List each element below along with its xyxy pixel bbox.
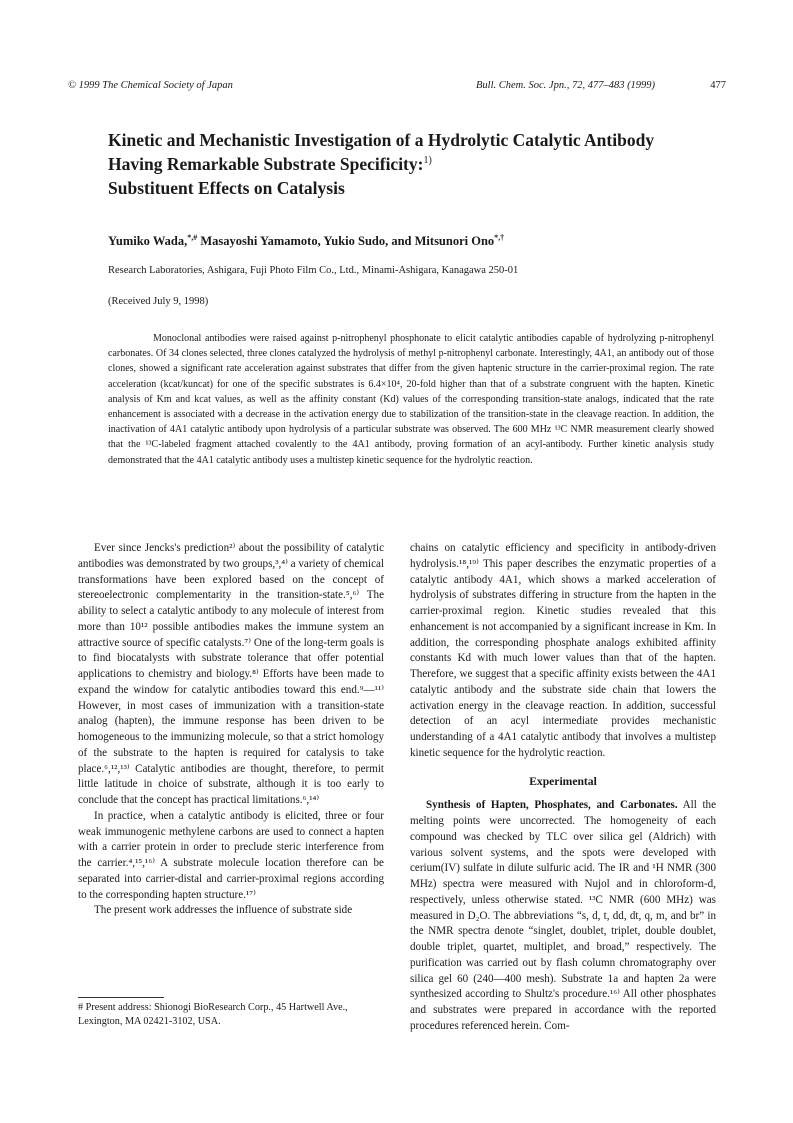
subsection-heading: Synthesis of Hapten, Phosphates, and Carbonates. [426, 799, 678, 812]
section-heading-experimental: Experimental [529, 774, 597, 788]
title-line-3: Substituent Effects on Catalysis [108, 178, 345, 198]
paragraph: The present work addresses the influence of substrate side [94, 904, 353, 917]
copyright-icon: © [68, 80, 76, 91]
title-footnote-ref: 1) [423, 155, 432, 167]
author-others: Masayoshi Yamamoto, Yukio Sudo, and Mitsunori Ono [200, 234, 495, 248]
affiliation: Research Laboratories, Ashigara, Fuji Photo Film Co., Ltd., Minami-Ashigara, Kanagawa 250-01 [108, 265, 519, 276]
author-1: Yumiko Wada, [108, 234, 188, 248]
journal-citation: Bull. Chem. Soc. Jpn., 72, 477–483 (1999) [476, 80, 656, 91]
paragraph: chains on catalytic efficiency and specificity in antibody-driven hydrolysis.¹⁸,¹⁹⁾ This paper describes the enzymatic properties of a catalytic antibody 4A1, which shows a marked acceleration of hydrolysis of substrates differing in structure from the hapten in the carrier-proximal region. Kinetic studies revealed that this enhancement is not accompanied by a significant increase in Km. In addition, the corresponding phosphate analogs exhibited affinity constants Kd with much lower values than that of the hapten. Therefore, we suggest that a specific affinity exists between the 4A1 catalytic antibody and the substrate side chain that lowers the activation energy in the cleavage reaction. In addition, successful detection of an acyl intermediate provides mechanistic understanding of a 4A1 catalytic antibody that involves a multistep kinetic sequence for the hydrolytic reaction. [410, 542, 716, 759]
page-number: 477 [710, 80, 726, 91]
author-1-marks: *,# [187, 232, 198, 242]
title-line-2: Having Remarkable Substrate Specificity:$^{1)}$ [108, 154, 432, 174]
author-list [108, 234, 708, 249]
article-title [108, 128, 748, 200]
paragraph: In practice, when a catalytic antibody is elicited, three or four weak immunogenic methylene carbons are used to connect a hapten with a carrier protein in order to preclude steric interference from the carrier.⁴,¹⁵,¹⁶⁾ A substrate molecule location therefore can be separated into carrier-distal and carrier-proximal regions according to the corresponding hapten structure.¹⁷⁾ [78, 809, 384, 901]
author-others-marks: *,† [494, 232, 505, 242]
running-header [476, 80, 726, 91]
paragraph: Ever since Jencks's prediction²⁾ about the possibility of catalytic antibodies was demonstrated by two groups,³,⁴⁾ a variety of chemical transformations have been explored based on the concept of stereoelectronic complementarity in the transition-state.⁵,⁶⁾ The ability to select a catalytic antibody to any molecule of interest from more than 10¹² possible antibodies makes the immune system an attractive source of specific catalysts.⁷⁾ One of the long-term goals is to find biocatalysts with substrate tolerance that offer potential applications to chemistry and biology.⁸⁾ Efforts have been made to expand the window for catalytic antibodies toward this end.⁹—¹¹⁾ However, in most cases of immunization with a transition-state analog (hapten), the immune response has been driven to be homogeneous to the immunizing molecule, so that a strict homology of the substrate to the hapten is required for catalysis to take place.⁶,¹²,¹³⁾ Catalytic antibodies are thought, therefore, to permit little latitude in choice of substrate, although it is too early to conclude that the concept has practical limitations.⁶,¹⁴⁾ [78, 542, 384, 806]
footnote: # Present address: Shionogi BioResearch Corp., 45 Hartwell Ave., Lexington, MA 02421-3102, USA. [78, 1002, 348, 1027]
paragraph [410, 798, 716, 1034]
received-date: (Received July 9, 1998) [108, 296, 209, 307]
body-left-column [78, 541, 384, 919]
title-line-1: Kinetic and Mechanistic Investigation of a Hydrolytic Catalytic Antibody [108, 130, 655, 150]
copyright-text: 1999 The Chemical Society of Japan [78, 80, 233, 91]
paragraph-text: All the melting points were uncorrected. The homogeneity of each compound was checked by TLC over silica gel (Aldrich) with various solvent systems, and the spots were developed with cerium(IV) sulfate in dilute sulfuric acid. The IR and ¹H NMR (300 MHz) spectra were measured with Nujol and in chloroform-d, respectively, unless otherwise stated. ¹³C NMR (600 MHz) was measured in D₂O. The abbreviations “s, d, t, dd, dt, q, m, and br” in the NMR spectra denote “singlet, doublet, triplet, double doublet, double triplet, quartet, multiplet, and broad,” respectively. The purification was carried out by flash column chromatography over silica gel 60 (240—400 mesh). Substrate 1a and hapten 2a were synthesized according to Shultz's procedure.¹⁶⁾ All other phosphates and substrates were prepared in accordance with the reported procedures referenced herein. Com- [410, 799, 716, 1032]
body-right-column [410, 541, 716, 1035]
journal-copyright [68, 80, 233, 91]
footnote-divider [78, 997, 164, 998]
abstract: Monoclonal antibodies were raised against p-nitrophenyl phosphonate to elicit catalytic antibodies capable of hydrolyzing p-nitrophenyl carbonates. Of 34 clones selected, three clones catalyzed the hydrolysis of methyl p-nitrophenyl carbonate. Interestingly, 4A1, an antibody out of those clones, showed a significant rate acceleration against substrates that differ from the given haptenic structure in the carrier-proximal region. The rate acceleration (kcat/kuncat) for one of the specific substrates is 6.4×10⁴, 20-fold higher than that of a substrate congruent with the hapten. Kinetic analysis of Km and kcat values, as well as the affinity constant (Kd) values of the corresponding transition-state analogs, indicated that the rate enhancement is associated with a decrease in the activation energy due to stabilization of the transition-state in the cleavage reaction. In addition, the inactivation of 4A1 catalytic antibody upon hydrolysis of a particular substrate was observed. The 600 MHz ¹³C NMR measurement clearly showed that the ¹³C-labeled fragment attached covalently to the 4A1 antibody, proving formation of an acyl-antibody. Further kinetic analysis study demonstrated that the 4A1 catalytic antibody uses a multistep kinetic sequence for the hydrolytic reaction. [108, 333, 714, 466]
